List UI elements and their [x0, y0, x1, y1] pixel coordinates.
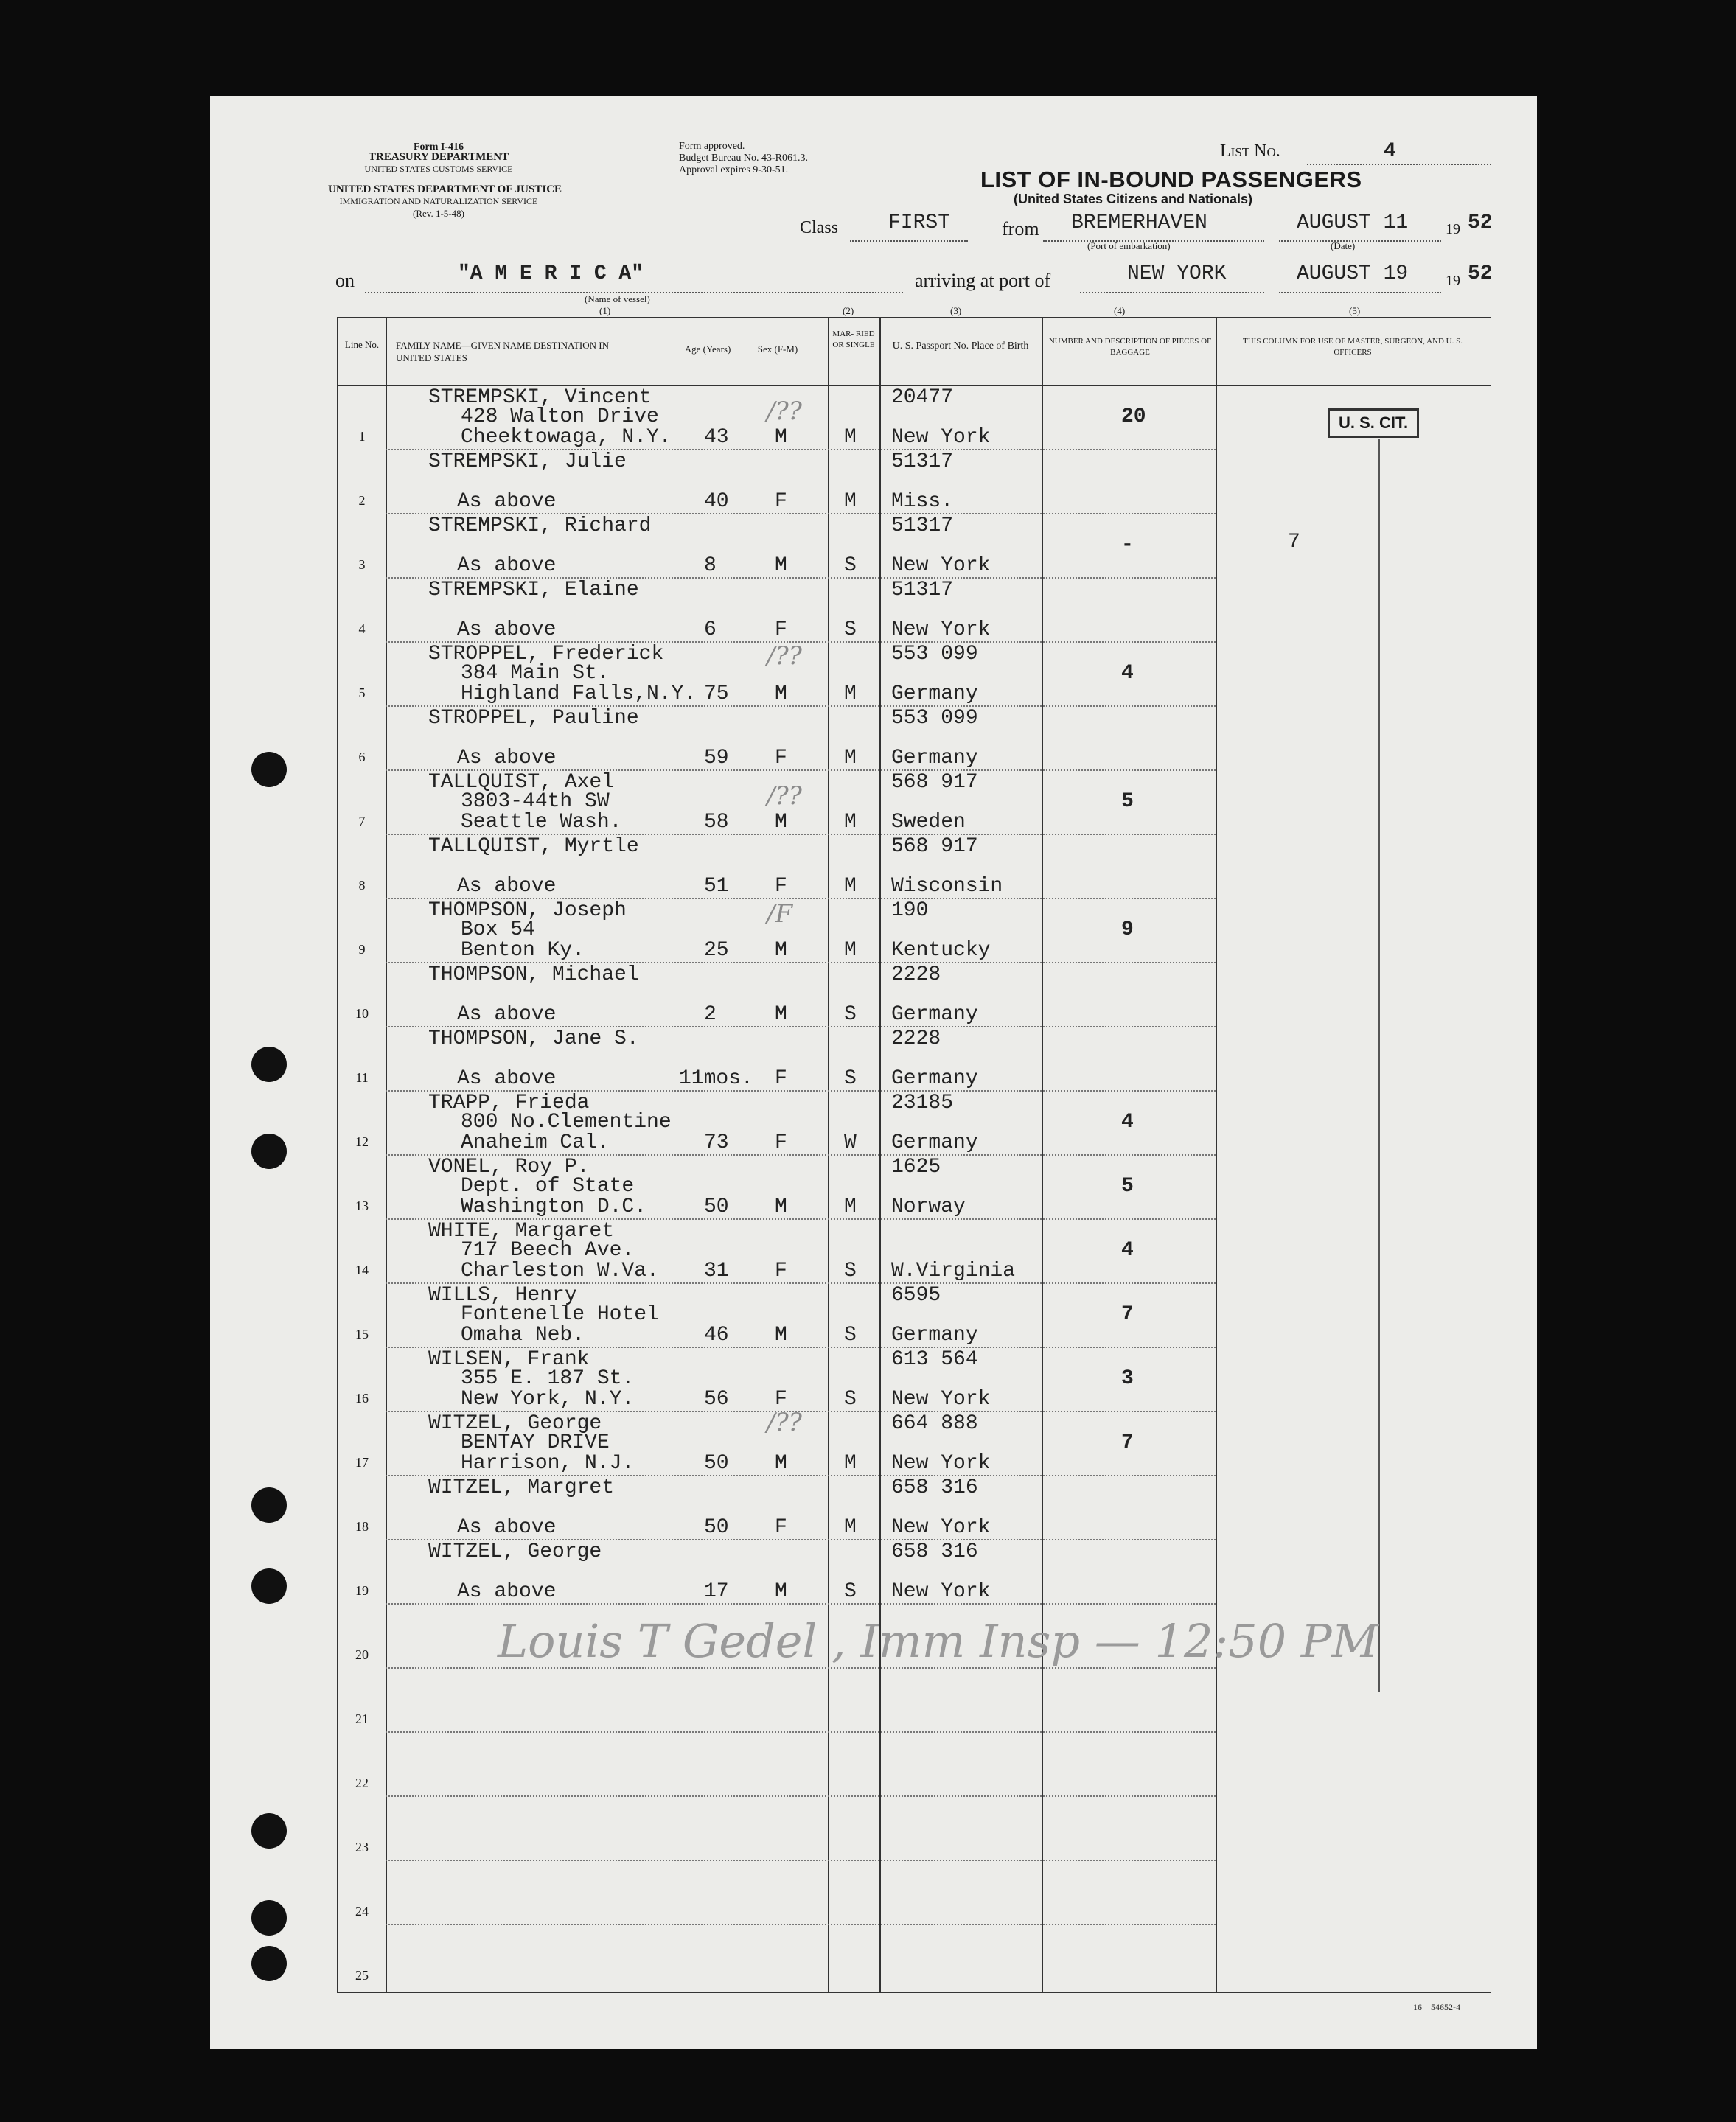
list-number-field — [1307, 142, 1491, 165]
passenger-name: STREMPSKI, Julie — [428, 450, 627, 473]
line-number: 18 — [355, 1519, 369, 1534]
officer-mark: 7 — [1288, 531, 1300, 554]
form-approval-2: Budget Bureau No. 43-R061.3. — [679, 153, 808, 164]
destination-line1: 3803-44th SW — [461, 790, 610, 813]
place-of-birth: Germany — [891, 683, 978, 705]
place-of-birth: Kentucky — [891, 939, 991, 962]
pencil-mark: /?? — [767, 641, 802, 671]
header-sex: Sex (F-M) — [757, 343, 798, 355]
sex: M — [775, 939, 787, 962]
sex: M — [775, 1003, 787, 1026]
destination-line1: Box 54 — [461, 918, 535, 941]
marital-status: M — [844, 875, 857, 898]
sex: F — [775, 490, 787, 513]
baggage-count: 4 — [1121, 662, 1134, 685]
baggage-count: 4 — [1121, 1239, 1134, 1262]
header-age: Age (Years) — [684, 343, 731, 355]
col-divider-officers — [1216, 317, 1217, 1993]
row-separator — [386, 1924, 1216, 1925]
age: 50 — [704, 1452, 729, 1475]
baggage-count: 9 — [1121, 918, 1134, 941]
line-number: 7 — [358, 814, 366, 828]
sex: M — [775, 683, 787, 705]
destination-line2: Highland Falls,N.Y. — [461, 683, 697, 705]
baggage-count: 7 — [1121, 1431, 1134, 1454]
baggage-count: 5 — [1121, 1175, 1134, 1198]
footer-code: 16—54652-4 — [1413, 2002, 1460, 2012]
passport-number: 51317 — [891, 579, 954, 601]
col-number-5: (5) — [1349, 305, 1361, 316]
line-number: 6 — [358, 750, 366, 764]
punch-hole — [251, 1946, 287, 1981]
sex: F — [775, 1067, 787, 1090]
destination-line2: As above — [457, 875, 557, 898]
destination-line2: As above — [457, 618, 557, 641]
header-passport: U. S. Passport No. Place of Birth — [892, 341, 1029, 352]
passport-number: 658 316 — [891, 1540, 978, 1563]
marital-status: M — [844, 1452, 857, 1475]
passenger-name: THOMPSON, Joseph — [428, 899, 627, 922]
destination-line2: As above — [457, 1516, 557, 1539]
line-number: 20 — [355, 1647, 369, 1662]
col-number-2: (2) — [843, 305, 854, 316]
age: 43 — [704, 426, 729, 449]
destination-line2: As above — [457, 1003, 557, 1026]
destination-line1: 717 Beech Ave. — [461, 1239, 635, 1262]
marital-status: S — [844, 1260, 857, 1282]
place-of-birth: New York — [891, 1516, 991, 1539]
marital-status: M — [844, 939, 857, 962]
marital-status: M — [844, 426, 857, 449]
marital-status: M — [844, 747, 857, 769]
age: 46 — [704, 1324, 729, 1347]
age: 59 — [704, 747, 729, 769]
header-name-destination: FAMILY NAME—GIVEN NAME DESTINATION IN UNITED STATES — [396, 340, 610, 363]
punch-hole — [251, 1487, 287, 1523]
line-number: 22 — [355, 1776, 369, 1790]
place-of-birth: Germany — [891, 1131, 978, 1154]
row-separator — [386, 1860, 1216, 1861]
line-number: 15 — [355, 1327, 369, 1341]
passport-number: 568 917 — [891, 835, 978, 858]
age: 2 — [704, 1003, 717, 1026]
passport-number: 190 — [891, 899, 929, 922]
line-number: 25 — [355, 1968, 369, 1983]
table-bottom-border — [337, 1992, 1491, 1993]
header-officers: THIS COLUMN FOR USE OF MASTER, SURGEON, AND U. S. OFFICERS — [1243, 337, 1463, 357]
table-top-border — [337, 317, 1491, 318]
line-number: 21 — [355, 1711, 369, 1726]
age: 31 — [704, 1260, 729, 1282]
destination-line2: Anaheim Cal. — [461, 1131, 610, 1154]
pencil-mark: /?? — [767, 781, 802, 811]
inspector-signature: Louis T Gedel , Imm Insp — 12:50 PM — [498, 1614, 1379, 1668]
passport-number: 23185 — [891, 1092, 954, 1114]
destination-line2: As above — [457, 747, 557, 769]
destination-line1: 800 No.Clementine — [461, 1111, 672, 1134]
passport-number: 20477 — [891, 386, 954, 409]
passport-number: 51317 — [891, 514, 954, 537]
destination-line2: Cheektowaga, N.Y. — [461, 426, 672, 449]
punch-hole — [251, 1568, 287, 1604]
vessel-caption: (Name of vessel) — [585, 293, 650, 304]
from-label: from — [1002, 218, 1039, 240]
destination-line1: 384 Main St. — [461, 662, 610, 685]
place-of-birth: Norway — [891, 1196, 966, 1218]
marital-status: S — [844, 1324, 857, 1347]
place-of-birth: New York — [891, 554, 991, 577]
justice-department: UNITED STATES DEPARTMENT OF JUSTICE — [328, 184, 562, 195]
passenger-name: STREMPSKI, Vincent — [428, 386, 652, 409]
marital-status: W — [844, 1131, 857, 1154]
baggage-count: 4 — [1121, 1111, 1134, 1134]
immigration-service: IMMIGRATION AND NATURALIZATION SERVICE — [339, 196, 538, 206]
place-of-birth: W.Virginia — [891, 1260, 1016, 1282]
officer-column-bracket — [1378, 439, 1380, 1692]
line-number: 13 — [355, 1198, 369, 1213]
passenger-name: STREMPSKI, Richard — [428, 514, 652, 537]
row-separator — [386, 1603, 1216, 1605]
passenger-name: WHITE, Margaret — [428, 1220, 615, 1243]
sex: F — [775, 875, 787, 898]
form-approval-1: Form approved. — [679, 141, 745, 152]
arriving-label: arriving at port of — [915, 270, 1051, 291]
punch-hole — [251, 1047, 287, 1082]
year2-prefix: 19 — [1446, 273, 1460, 289]
baggage-count: - — [1121, 534, 1134, 556]
line-number: 11 — [355, 1070, 369, 1085]
sex: F — [775, 1260, 787, 1282]
age: 75 — [704, 683, 729, 705]
place-of-birth: Germany — [891, 1067, 978, 1090]
sex: M — [775, 426, 787, 449]
passport-number: 1625 — [891, 1156, 941, 1179]
pencil-mark: /?? — [767, 397, 802, 426]
row-separator — [386, 1795, 1216, 1797]
destination-line2: As above — [457, 490, 557, 513]
marital-status: S — [844, 1003, 857, 1026]
passenger-name: WILSEN, Frank — [428, 1348, 590, 1371]
sex: F — [775, 1516, 787, 1539]
date1-caption: (Date) — [1331, 240, 1356, 251]
marital-status: M — [844, 490, 857, 513]
passport-number: 553 099 — [891, 707, 978, 730]
place-of-birth: New York — [891, 1452, 991, 1475]
line-number: 5 — [358, 685, 366, 700]
punch-hole — [251, 1134, 287, 1169]
date1-value: AUGUST 11 — [1297, 212, 1409, 234]
baggage-count: 3 — [1121, 1367, 1134, 1390]
date2-value: AUGUST 19 — [1297, 262, 1409, 285]
place-of-birth: Germany — [891, 747, 978, 769]
list-number-label: List No. — [1220, 142, 1280, 161]
marital-status: M — [844, 683, 857, 705]
destination-line2: As above — [457, 1067, 557, 1090]
passenger-name: THOMPSON, Michael — [428, 963, 639, 986]
baggage-count: 5 — [1121, 790, 1134, 813]
destination-line2: Benton Ky. — [461, 939, 585, 962]
list-number-value: 4 — [1384, 140, 1396, 163]
place-of-birth: Wisconsin — [891, 875, 1003, 898]
destination-line2: Omaha Neb. — [461, 1324, 585, 1347]
baggage-count: 7 — [1121, 1303, 1134, 1326]
passenger-name: THOMPSON, Jane S. — [428, 1027, 639, 1050]
age: 11mos. — [679, 1067, 753, 1090]
line-number: 14 — [355, 1263, 369, 1277]
place-of-birth: New York — [891, 426, 991, 449]
pencil-mark: /F — [767, 899, 793, 929]
line-number: 16 — [355, 1391, 369, 1406]
on-label: on — [335, 270, 355, 291]
place-of-birth: New York — [891, 618, 991, 641]
header-baggage: NUMBER AND DESCRIPTION OF PIECES OF BAGGAGE — [1048, 337, 1212, 357]
passport-number: 568 917 — [891, 771, 978, 794]
place-of-birth: Sweden — [891, 811, 966, 834]
passenger-name: WITZEL, Margret — [428, 1476, 615, 1499]
passport-number: 6595 — [891, 1284, 941, 1307]
passenger-name: VONEL, Roy P. — [428, 1156, 590, 1179]
class-label: Class — [800, 218, 839, 237]
marital-status: S — [844, 1580, 857, 1603]
destination-line2: As above — [457, 554, 557, 577]
passport-number: 2228 — [891, 1027, 941, 1050]
passenger-name: TRAPP, Frieda — [428, 1092, 590, 1114]
destination-line1: BENTAY DRIVE — [461, 1431, 610, 1454]
sex: M — [775, 1452, 787, 1475]
year1-value: 52 — [1468, 212, 1493, 234]
sex: F — [775, 1388, 787, 1411]
sex: F — [775, 1131, 787, 1154]
sex: M — [775, 1196, 787, 1218]
line-number: 24 — [355, 1904, 369, 1919]
marital-status: S — [844, 1388, 857, 1411]
passport-number: 553 099 — [891, 643, 978, 666]
age: 17 — [704, 1580, 729, 1603]
sex: M — [775, 811, 787, 834]
class-value: FIRST — [888, 212, 951, 234]
line-number: 1 — [358, 429, 366, 444]
destination-line2: Charleston W.Va. — [461, 1260, 659, 1282]
vessel-name: "A M E R I C A" — [458, 262, 644, 285]
col-number-4: (4) — [1114, 305, 1126, 316]
col-number-1: (1) — [599, 305, 611, 316]
baggage-count: 20 — [1121, 405, 1146, 428]
age: 73 — [704, 1131, 729, 1154]
passport-number: 613 564 — [891, 1348, 978, 1371]
line-number: 3 — [358, 557, 366, 572]
destination-line2: As above — [457, 1580, 557, 1603]
from-value: BREMERHAVEN — [1071, 212, 1207, 234]
passenger-name: STROPPEL, Frederick — [428, 643, 664, 666]
passport-number: 664 888 — [891, 1412, 978, 1435]
destination-line2: Harrison, N.J. — [461, 1452, 635, 1475]
pencil-mark: /?? — [767, 1408, 802, 1437]
year1-prefix: 19 — [1446, 221, 1460, 237]
place-of-birth: Germany — [891, 1003, 978, 1026]
form-number: Form I-416 — [413, 142, 464, 153]
line-number: 4 — [358, 621, 366, 636]
place-of-birth: Germany — [891, 1324, 978, 1347]
form-subtitle: (United States Citizens and Nationals) — [1014, 192, 1253, 206]
header-line-no: Line No. — [344, 339, 380, 350]
line-number: 23 — [355, 1840, 369, 1854]
age: 50 — [704, 1516, 729, 1539]
age: 40 — [704, 490, 729, 513]
revision-date: (Rev. 1-5-48) — [413, 208, 464, 219]
line-number: 8 — [358, 878, 366, 893]
place-of-birth: New York — [891, 1580, 991, 1603]
passenger-name: WITZEL, George — [428, 1540, 602, 1563]
line-number: 12 — [355, 1134, 369, 1149]
place-of-birth: Miss. — [891, 490, 954, 513]
passenger-name: STROPPEL, Pauline — [428, 707, 639, 730]
destination-line1: Fontenelle Hotel — [461, 1303, 659, 1326]
passenger-name: TALLQUIST, Myrtle — [428, 835, 639, 858]
line-number: 17 — [355, 1455, 369, 1470]
line-number: 2 — [358, 493, 366, 508]
passenger-name: WILLS, Henry — [428, 1284, 577, 1307]
marital-status: S — [844, 618, 857, 641]
form-approval-3: Approval expires 9-30-51. — [679, 164, 789, 175]
marital-status: M — [844, 1516, 857, 1539]
col-number-3: (3) — [950, 305, 962, 316]
line-number: 10 — [355, 1006, 369, 1021]
form-title: LIST OF IN-BOUND PASSENGERS — [980, 167, 1362, 192]
destination-line1: Dept. of State — [461, 1175, 635, 1198]
row-separator — [386, 1731, 1216, 1733]
table-left-border — [337, 317, 338, 1993]
marital-status: M — [844, 1196, 857, 1218]
passenger-name: WITZEL, George — [428, 1412, 602, 1435]
punch-hole — [251, 752, 287, 787]
customs-service: UNITED STATES CUSTOMS SERVICE — [364, 164, 513, 174]
place-of-birth: New York — [891, 1388, 991, 1411]
marital-status: S — [844, 1067, 857, 1090]
sex: M — [775, 1324, 787, 1347]
destination-line2: New York, N.Y. — [461, 1388, 635, 1411]
marital-status: M — [844, 811, 857, 834]
sex: F — [775, 747, 787, 769]
age: 25 — [704, 939, 729, 962]
destination-line2: Seattle Wash. — [461, 811, 622, 834]
line-number: 19 — [355, 1583, 369, 1598]
us-citizen-stamp: U. S. CIT. — [1328, 408, 1419, 438]
year2-value: 52 — [1468, 262, 1493, 285]
from-caption: (Port of embarkation) — [1087, 240, 1171, 251]
marital-status: S — [844, 554, 857, 577]
age: 58 — [704, 811, 729, 834]
sex: F — [775, 618, 787, 641]
passenger-name: TALLQUIST, Axel — [428, 771, 615, 794]
destination-line2: Washington D.C. — [461, 1196, 647, 1218]
header-married: MAR- RIED OR SINGLE — [832, 329, 875, 349]
passenger-manifest-page — [210, 96, 1537, 2049]
passport-number: 658 316 — [891, 1476, 978, 1499]
sex: M — [775, 1580, 787, 1603]
passenger-name: STREMPSKI, Elaine — [428, 579, 639, 601]
passport-number: 51317 — [891, 450, 954, 473]
destination-line1: 428 Walton Drive — [461, 405, 659, 428]
passport-number: 2228 — [891, 963, 941, 986]
punch-hole — [251, 1813, 287, 1849]
age: 6 — [704, 618, 717, 641]
port-value: NEW YORK — [1127, 262, 1227, 285]
destination-line1: 355 E. 187 St. — [461, 1367, 635, 1390]
treasury-department: TREASURY DEPARTMENT — [368, 151, 509, 163]
sex: M — [775, 554, 787, 577]
line-number: 9 — [358, 942, 366, 957]
age: 56 — [704, 1388, 729, 1411]
age: 8 — [704, 554, 717, 577]
punch-hole — [251, 1900, 287, 1936]
age: 50 — [704, 1196, 729, 1218]
age: 51 — [704, 875, 729, 898]
